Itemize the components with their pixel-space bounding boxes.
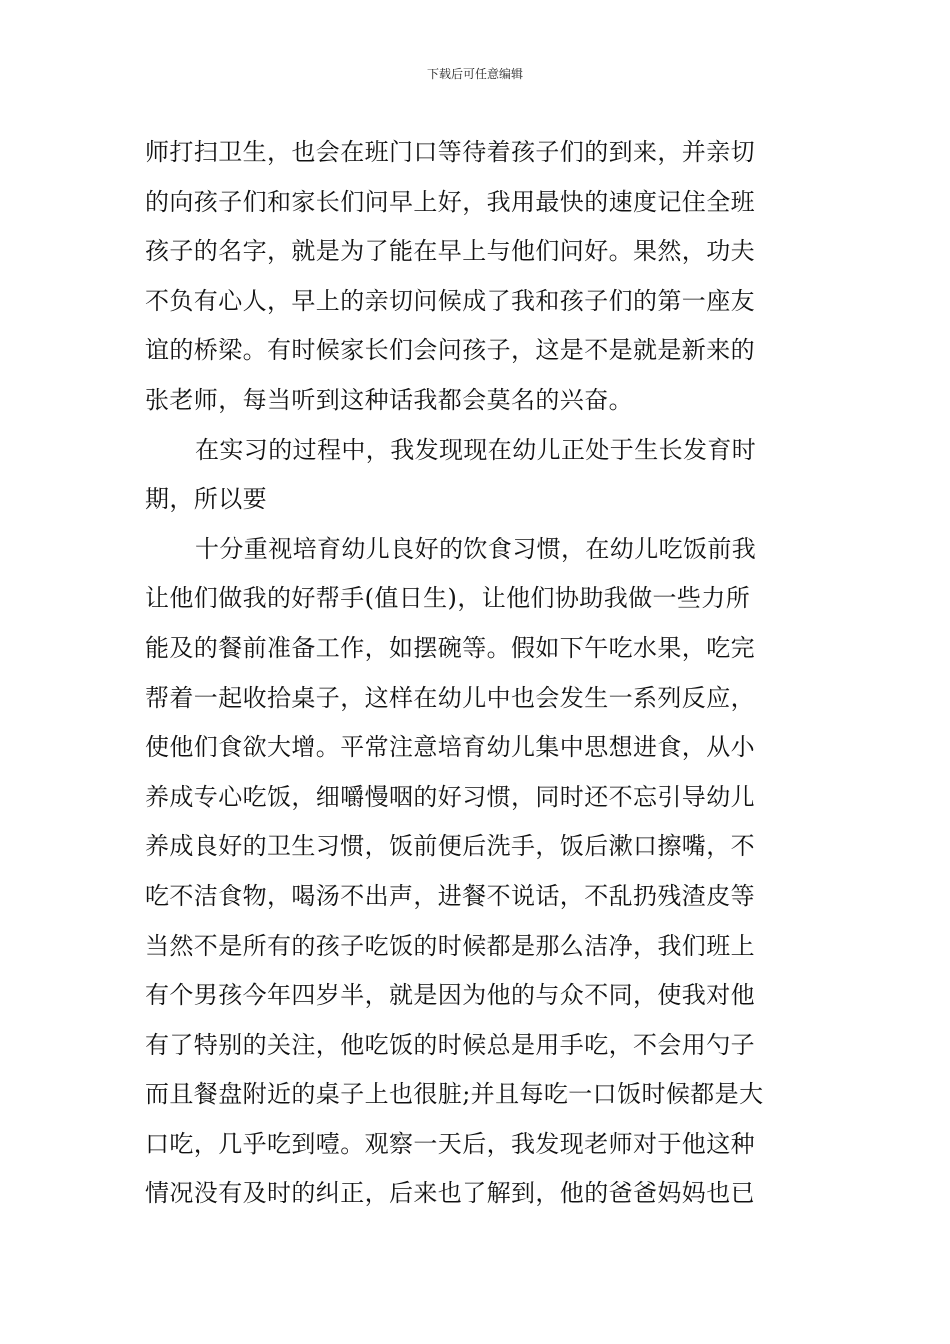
text-line: 十分重视培育幼儿良好的饮食习惯，在幼儿吃饭前我 <box>195 534 757 563</box>
text-line: 情况没有及时的纠正，后来也了解到，他的爸爸妈妈也已 <box>145 1179 755 1208</box>
page-header: 下载后可任意编辑 <box>426 67 523 81</box>
document-body <box>145 128 810 1219</box>
text-line: 期，所以要 <box>145 485 267 514</box>
text-line: 的向孩子们和家长们问早上好，我用最快的速度记住全班 <box>145 187 755 216</box>
text-line: 让他们做我的好帮手(值日生)，让他们协助我做一些力所 <box>145 584 751 613</box>
text-line: 孩子的名字，就是为了能在早上与他们问好。果然，功夫 <box>145 237 755 266</box>
text-line: 当然不是所有的孩子吃饭的时候都是那么洁净，我们班上 <box>145 931 755 960</box>
paragraph-2 <box>145 426 810 525</box>
text-line: 师打扫卫生，也会在班门口等待着孩子们的到来，并亲切 <box>145 138 755 166</box>
text-line: 养成专心吃饭，细嚼慢咽的好习惯，同时还不忘引导幼儿 <box>145 782 755 811</box>
text-line: 在实习的过程中，我发现现在幼儿正处于生长发育时 <box>195 435 757 464</box>
text-line: 使他们食欲大增。平常注意培育幼儿集中思想进食，从小 <box>145 733 755 762</box>
paragraph-1 <box>145 128 810 426</box>
text-line: 能及的餐前准备工作，如摆碗等。假如下午吃水果，吃完 <box>145 633 755 662</box>
text-line: 有了特别的关注，他吃饭的时候总是用手吃，不会用勺子 <box>145 1030 755 1059</box>
paragraph-3 <box>145 525 810 1219</box>
text-line: 谊的桥梁。有时候家长们会问孩子，这是不是就是新来的 <box>145 336 755 365</box>
text-line: 不负有心人，早上的亲切问候成了我和孩子们的第一座友 <box>145 286 755 315</box>
text-line: 养成良好的卫生习惯，饭前便后洗手，饭后漱口擦嘴，不 <box>145 832 755 861</box>
text-line: 张老师，每当听到这种话我都会莫名的兴奋。 <box>145 385 633 414</box>
text-line: 口吃，几乎吃到噎。观察一天后，我发现老师对于他这种 <box>145 1129 755 1158</box>
text-line: 有个男孩今年四岁半，就是因为他的与众不同，使我对他 <box>145 981 755 1010</box>
text-line: 而且餐盘附近的桌子上也很脏;并且每吃一口饭时候都是大 <box>145 1080 764 1109</box>
text-line: 帮着一起收拾桌子，这样在幼儿中也会发生一系列反应， <box>145 683 755 712</box>
text-line: 吃不洁食物，喝汤不出声，进餐不说话，不乱扔残渣皮等 <box>145 881 755 910</box>
